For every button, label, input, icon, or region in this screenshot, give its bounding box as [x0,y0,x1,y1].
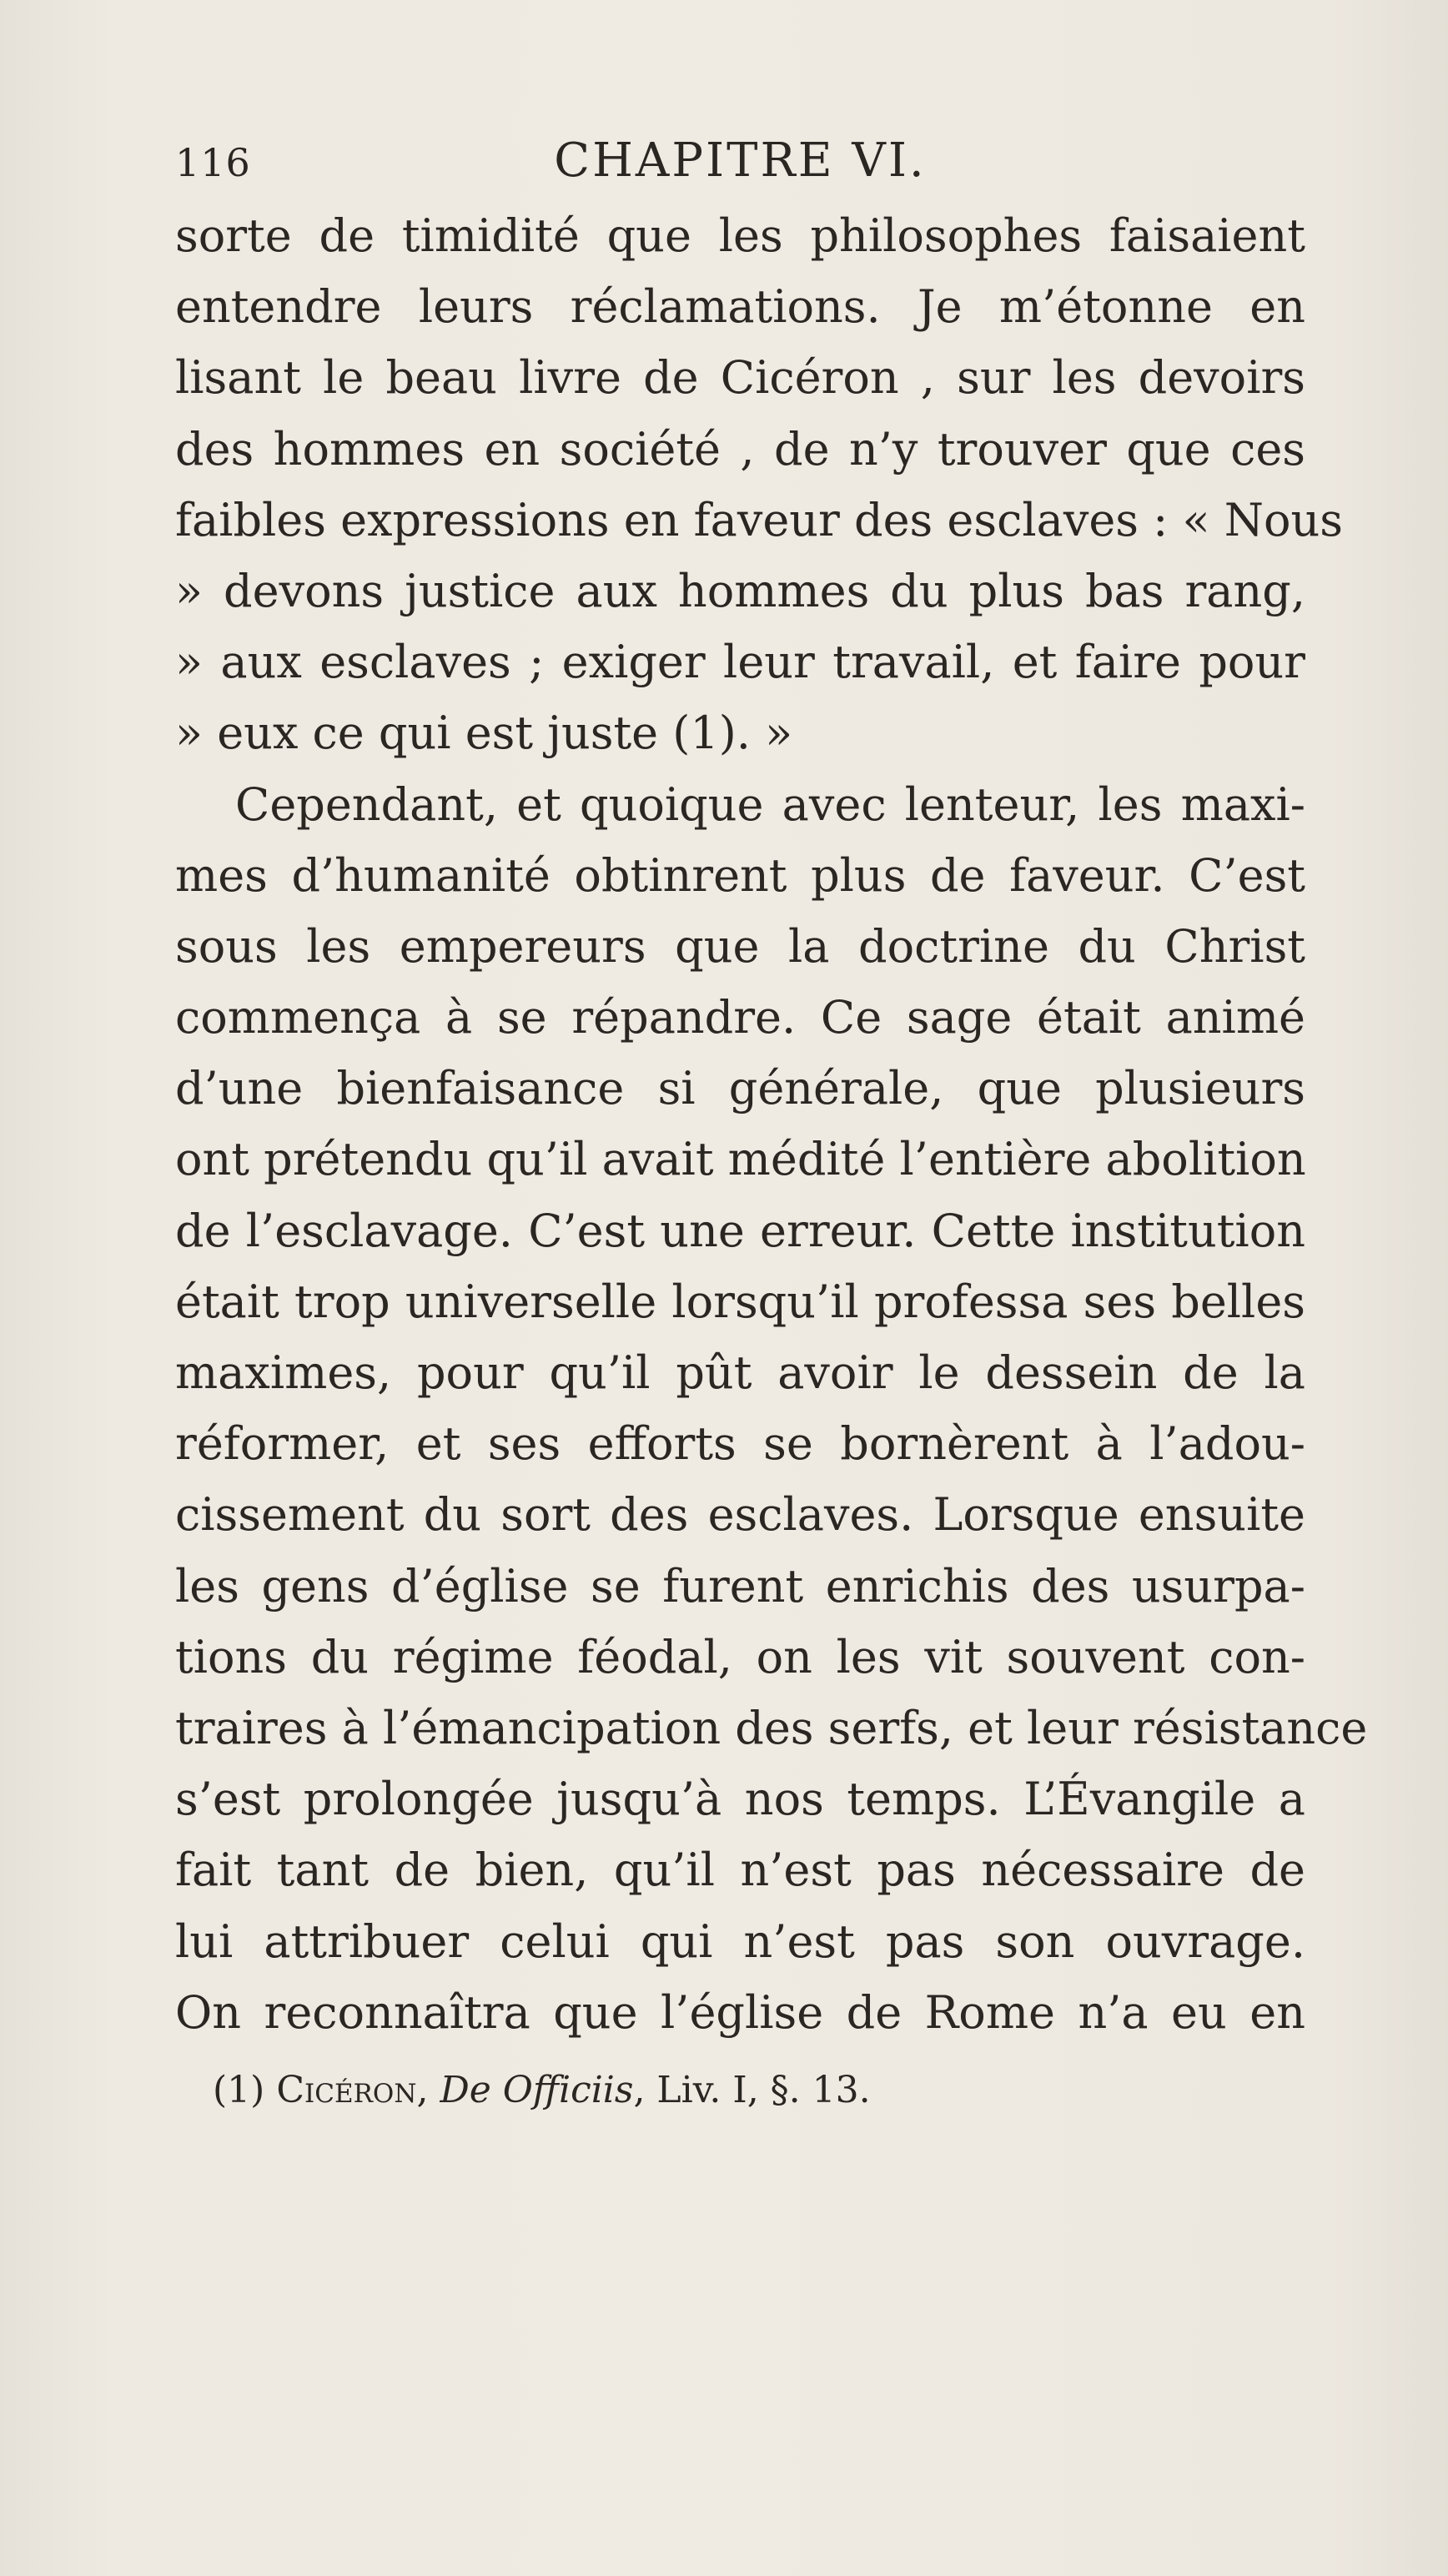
text-line: tions du régime féodal, on les vit souvent con- [175,1630,1305,1683]
text-line: faibles expressions en faveur des esclaves : « Nous [175,493,1343,546]
text-line: On reconnaîtra que l’église de Rome n’a eu en [175,1985,1305,2039]
footnote-marker: (1) [213,2069,265,2111]
text-line: sorte de timidité que les philosophes faisaient [175,209,1305,262]
text-line: de l’esclavage. C’est une erreur. Cette institution [175,1204,1305,1257]
running-head [175,133,1305,192]
text-line: était trop universelle lorsqu’il professa ses belles [175,1275,1305,1328]
text-line: s’est prolongée jusqu’à nos temps. L’Évangile a [175,1773,1305,1826]
text-line: fait tant de bien, qu’il n’est pas nécessaire de [175,1844,1305,1897]
text-line: des hommes en société , de n’y trouver que ces [175,422,1305,475]
text-line: » eux ce qui est juste (1). » [175,707,793,760]
text-line: cissement du sort des esclaves. Lorsque ensuite [175,1488,1305,1542]
text-line: Cependant, et quoique avec lenteur, les maxi- [235,777,1305,831]
page-number: 116 [175,140,251,185]
text-line: lisant le beau livre de Cicéron , sur les devoirs [175,351,1305,405]
text-line: réformer, et ses efforts se bornèrent à l’adou- [175,1417,1305,1471]
text-line: d’une bienfaisance si générale, que plusieurs [175,1062,1305,1115]
text-line: maximes, pour qu’il pût avoir le dessein de la [175,1346,1305,1399]
footnote-work-title: De Officiis [440,2069,634,2111]
text-line: traires à l’émancipation des serfs, et leur résistance [175,1701,1368,1754]
footnote-reference: , Liv. I, §. 13. [633,2069,871,2111]
body-text [175,200,1368,2048]
text-line: » devons justice aux hommes du plus bas rang, [175,564,1305,617]
footnote-separator: , [416,2069,440,2111]
chapter-title: CHAPITRE VI. [554,133,927,188]
text-line: entendre leurs réclamations. Je m’étonne en [175,280,1305,334]
text-line: sous les empereurs que la doctrine du Christ [175,919,1305,973]
text-line: » aux esclaves ; exiger leur travail, et faire pour [175,636,1305,689]
footnote-author: Cicéron [276,2069,417,2111]
text-line: mes d’humanité obtinrent plus de faveur. C’est [175,848,1305,902]
text-line: les gens d’église se furent enrichis des usurpa- [175,1559,1305,1613]
footnote [213,2069,871,2111]
text-line: lui attribuer celui qui n’est pas son ouvrage. [175,1914,1305,1968]
text-line: commença à se répandre. Ce sage était animé [175,991,1305,1044]
text-line: ont prétendu qu’il avait médité l’entière abolition [175,1133,1306,1186]
